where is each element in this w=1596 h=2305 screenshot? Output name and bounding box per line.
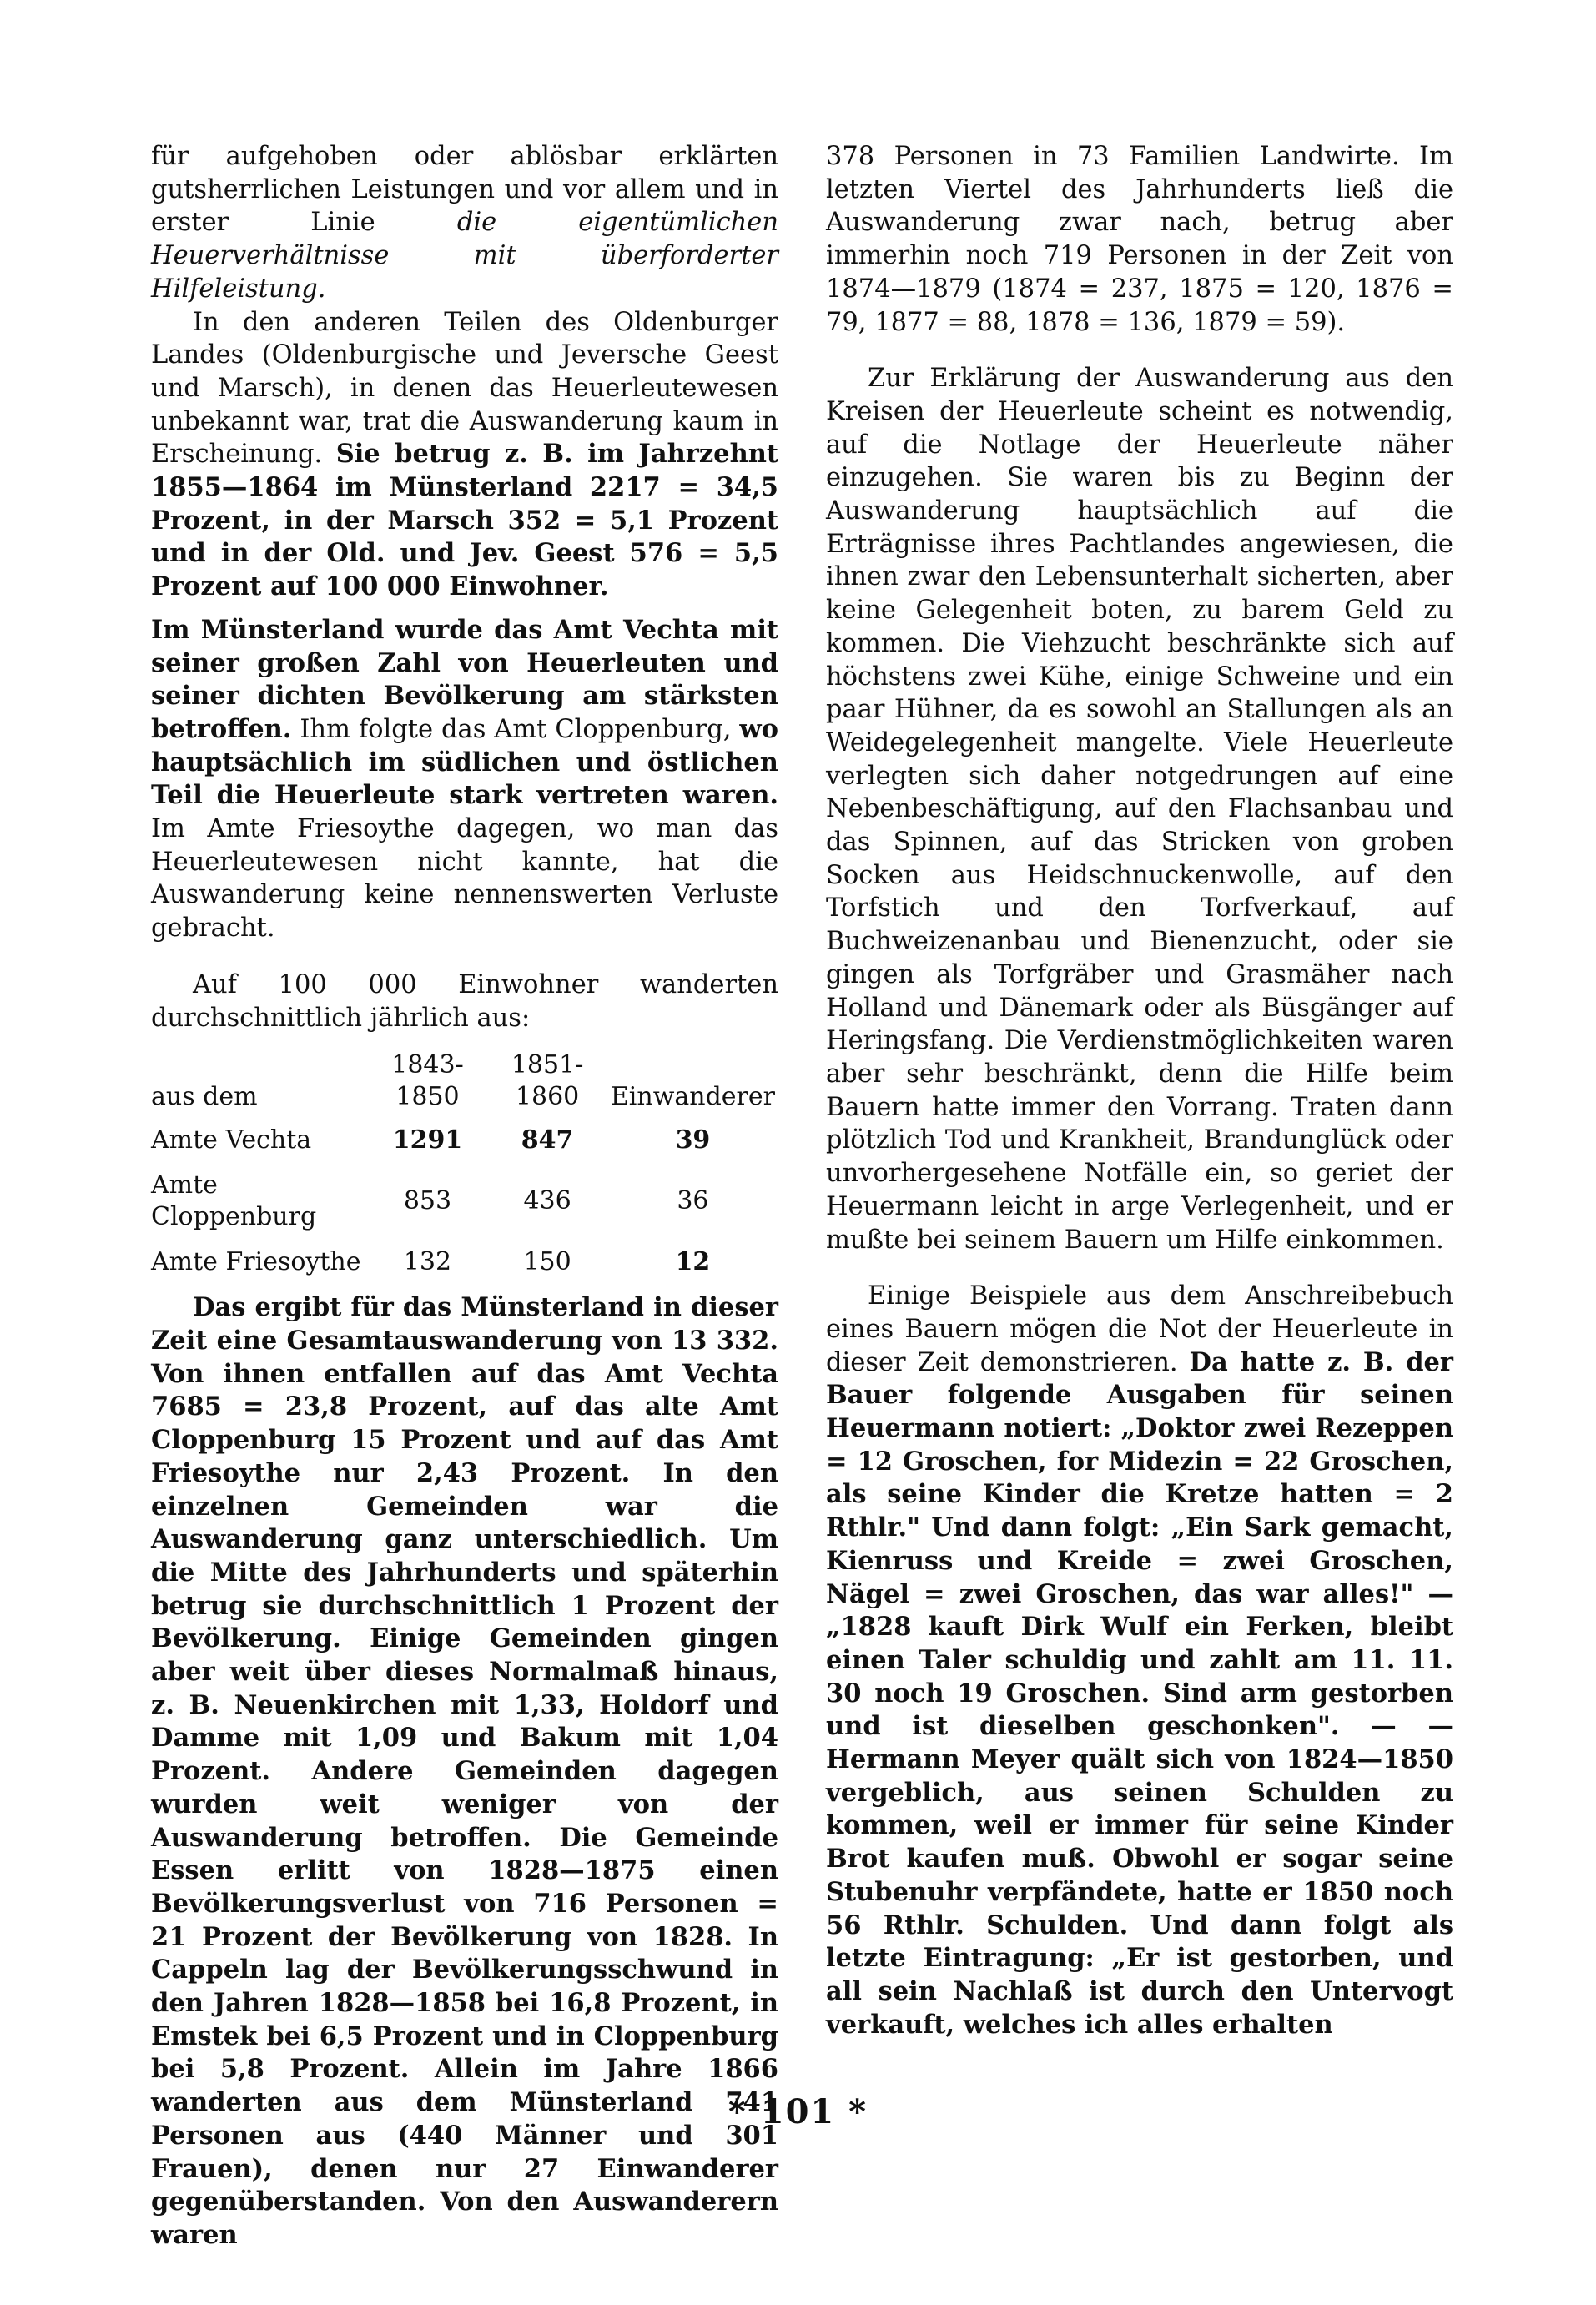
table-row bbox=[151, 1158, 778, 1235]
table-header: 1851-1860 bbox=[511, 1050, 584, 1112]
paragraph-text: In den anderen Teilen des Oldenburger Landes (Oldenburgische und Jeversche Geest und Marsch), in denen das Heuerleutewesen unbekannt war, trat die Auswanderung kaum in Erscheinung. bbox=[151, 307, 778, 470]
table-cell: Amte Cloppenburg bbox=[151, 1170, 317, 1232]
table-cell: Amte Vechta bbox=[151, 1125, 312, 1155]
table-cell: 436 bbox=[523, 1186, 571, 1216]
table-cell: 39 bbox=[675, 1125, 711, 1155]
left-column bbox=[151, 140, 778, 2252]
table-cell: 1291 bbox=[392, 1125, 463, 1155]
paragraph-text: Im Amte Friesoythe dagegen, wo man das Heuerleutewesen nicht kannte, hat die Auswanderung keine nennenswerten Verluste gebracht. bbox=[151, 814, 778, 944]
paragraph-8 bbox=[826, 1280, 1453, 2041]
paragraph-text: für aufgehoben oder ablösbar erklärten gutsherrlichen Leistungen und vor allem und in erster Linie bbox=[151, 142, 778, 238]
table-row bbox=[151, 1113, 778, 1158]
paragraph-4: Auf 100 000 Einwohner wanderten durchschnittlich jährlich aus: bbox=[151, 969, 778, 1033]
table-cell: 847 bbox=[521, 1125, 574, 1155]
table-cell: 12 bbox=[675, 1247, 711, 1277]
paragraph-7: Zur Erklärung der Auswanderung aus den Kreisen der Heuerleute scheint es notwendig, auf die Notlage der Heuerleute näher einzugehen. Sie waren bis zu Beginn der Auswanderung hauptsächlich auf die Erträgnisse ihres Pachtlandes angewiesen, die ihnen zwar den Lebensunterhalt sicherten, aber keine Gelegenheit boten, zu barem Geld zu kommen. Die Viehzucht beschränkte sich auf höchstens zwei Kühe, einige Schweine und ein paar Hühner, da es sowohl an Stallungen als an Weidegelegenheit mangelte. Viele Heuerleute verlegten sich daher notgedrungen auf eine Nebenbeschäftigung, auf den Flachsanbau und das Spinnen, auf das Stricken von groben Socken aus Heidschnuckenwolle, auf den Torfstich und den Torfverkauf, auf Buchweizenanbau und Bienenzucht, oder sie gingen als Torfgräber und Grasmäher nach Holland und Dänemark oder als Büsgänger auf Heringsfang. Die Verdienstmöglichkeiten waren aber sehr beschränkt, denn die Hilfe beim Bauern hatte immer den Vorrang. Traten dann plötzlich Tod und Krankheit, Brandunglück oder unvorhergesehene Notfälle ein, so geriet der Heuermann leicht in arge Verlegenheit, und er mußte bei seinem Bauern um Hilfe einkommen. bbox=[826, 364, 1453, 1255]
paragraph-5: Das ergibt für das Münsterland in dieser Zeit eine Gesamtauswanderung von 13 332. Von ihnen entfallen auf das Amt Vechta 7685 = 23,8 Prozent, auf das alte Amt Cloppenburg 15 Prozent und auf das Amt Friesoythe nur 2,43 Prozent. In den einzelnen Gemeinden war die Auswanderung ganz unterschiedlich. Um die Mitte des Jahrhunderts und späterhin betrug sie durchschnittlich 1 Prozent der Bevölkerung. Einige Gemeinden gingen aber weit über dieses Normalmaß hinaus, z. B. Neuenkirchen mit 1,33, Holdorf und Damme mit 1,09 und Bakum mit 1,04 Prozent. Andere Gemeinden dagegen wurden weit weniger von der Auswanderung betroffen. Die Gemeinde Essen erlitt von 1828—1875 einen Bevölkerungsverlust von 716 Personen = 21 Prozent der Bevölkerung von 1828. In Cappeln lag der Bevölkerungsschwund in den Jahren 1828—1858 bei 16,8 Prozent, in Emstek bei 6,5 Prozent und in Cloppenburg bei 5,8 Prozent. Allein im Jahre 1866 wanderten aus dem Münsterland 741 Personen aus (440 Männer und 301 Frauen), denen nur 27 Einwanderer gegenüberstanden. Von den Auswanderern waren bbox=[151, 1292, 778, 2250]
table-header: 1843-1850 bbox=[391, 1050, 464, 1112]
paragraph-text: Einige Beispiele aus dem Anschreibebuch eines Bauern mögen die Not der Heuerleute in dieser Zeit demonstrieren. bbox=[826, 1281, 1453, 1377]
paragraph-2 bbox=[151, 306, 778, 604]
table-cell: 853 bbox=[403, 1186, 452, 1216]
paragraph-1 bbox=[151, 140, 778, 306]
table-cell: 36 bbox=[677, 1186, 709, 1216]
table-cell: Amte Friesoythe bbox=[151, 1247, 361, 1277]
page-number: * 101 * bbox=[728, 2092, 868, 2131]
paragraph-text: Ihm folgte das Amt Cloppenburg, bbox=[291, 714, 740, 744]
table-cell: 132 bbox=[403, 1247, 452, 1277]
table-header-row bbox=[151, 1049, 778, 1113]
table-cell: 150 bbox=[523, 1247, 571, 1277]
bold-phrase: Da hatte z. B. der Bauer folgende Ausgaben für seinen Heuermann notiert: „Doktor zwei Rezeppen = 12 Groschen, for Midezin = 22 Groschen, als seine Kinder die Kretze hatten = 2 Rthlr." Und dann folgt: „Ein Sark gemacht, Kienruss und Kreide = zwei Groschen, Nägel = zwei Groschen, das war alles!" — „1828 kauft Dirk Wulf ein Ferken, bleibt einen Taler schuldig und zahlt am 11. 11. 30 noch 19 Groschen. Sind arm gestorben und ist dieselben geschonken". — — Hermann Meyer quält sich von 1824—1850 vergeblich, aus seinen Schulden zu kommen, weil er immer für seine Kinder Brot kaufen muß. Obwohl er sogar seine Stubenuhr verpfändete, hatte er 1850 noch 56 Rthlr. Schulden. Und dann folgt als letzte Eintragung: „Er ist gestorben, und all sein Nachlaß ist durch den Untervogt verkauft, welches ich alles erhalten bbox=[826, 1346, 1453, 2040]
table-header: aus dem bbox=[151, 1082, 258, 1112]
bold-phrase: wo hauptsächlich im südlichen und östlichen Teil die Heuerleute stark vertreten waren. bbox=[151, 713, 778, 811]
table-row bbox=[151, 1235, 778, 1280]
right-column bbox=[826, 140, 1453, 2041]
italic-phrase: die eigentümlichen Heuerverhältnisse mit überforderter Hilfeleistung. bbox=[151, 208, 779, 304]
paragraph-3 bbox=[151, 614, 778, 945]
bold-phrase: Im Münsterland wurde das Amt Vechta mit seiner großen Zahl von Heuerleuten und seiner dichten Bevölkerung am stärksten betroffen. bbox=[151, 614, 778, 744]
table-header: Einwanderer bbox=[610, 1082, 775, 1112]
paragraph-6: 378 Personen in 73 Familien Landwirte. Im letzten Viertel des Jahrhunderts ließ die Auswanderung zwar nach, betrug aber immerhin noch 719 Personen in der Zeit von 1874—1879 (1874 = 237, 1875 = 120, 1876 = 79, 1877 = 88, 1878 = 136, 1879 = 59). bbox=[826, 142, 1453, 337]
emigration-table bbox=[151, 1049, 778, 1280]
bold-phrase: Sie betrug z. B. im Jahrzehnt 1855—1864 im Münsterland 2217 = 34,5 Prozent, in der Marsch 352 = 5,1 Prozent und in der Old. und Jev. Geest 576 = 5,5 Prozent auf 100 000 Einwohner. bbox=[151, 439, 779, 602]
